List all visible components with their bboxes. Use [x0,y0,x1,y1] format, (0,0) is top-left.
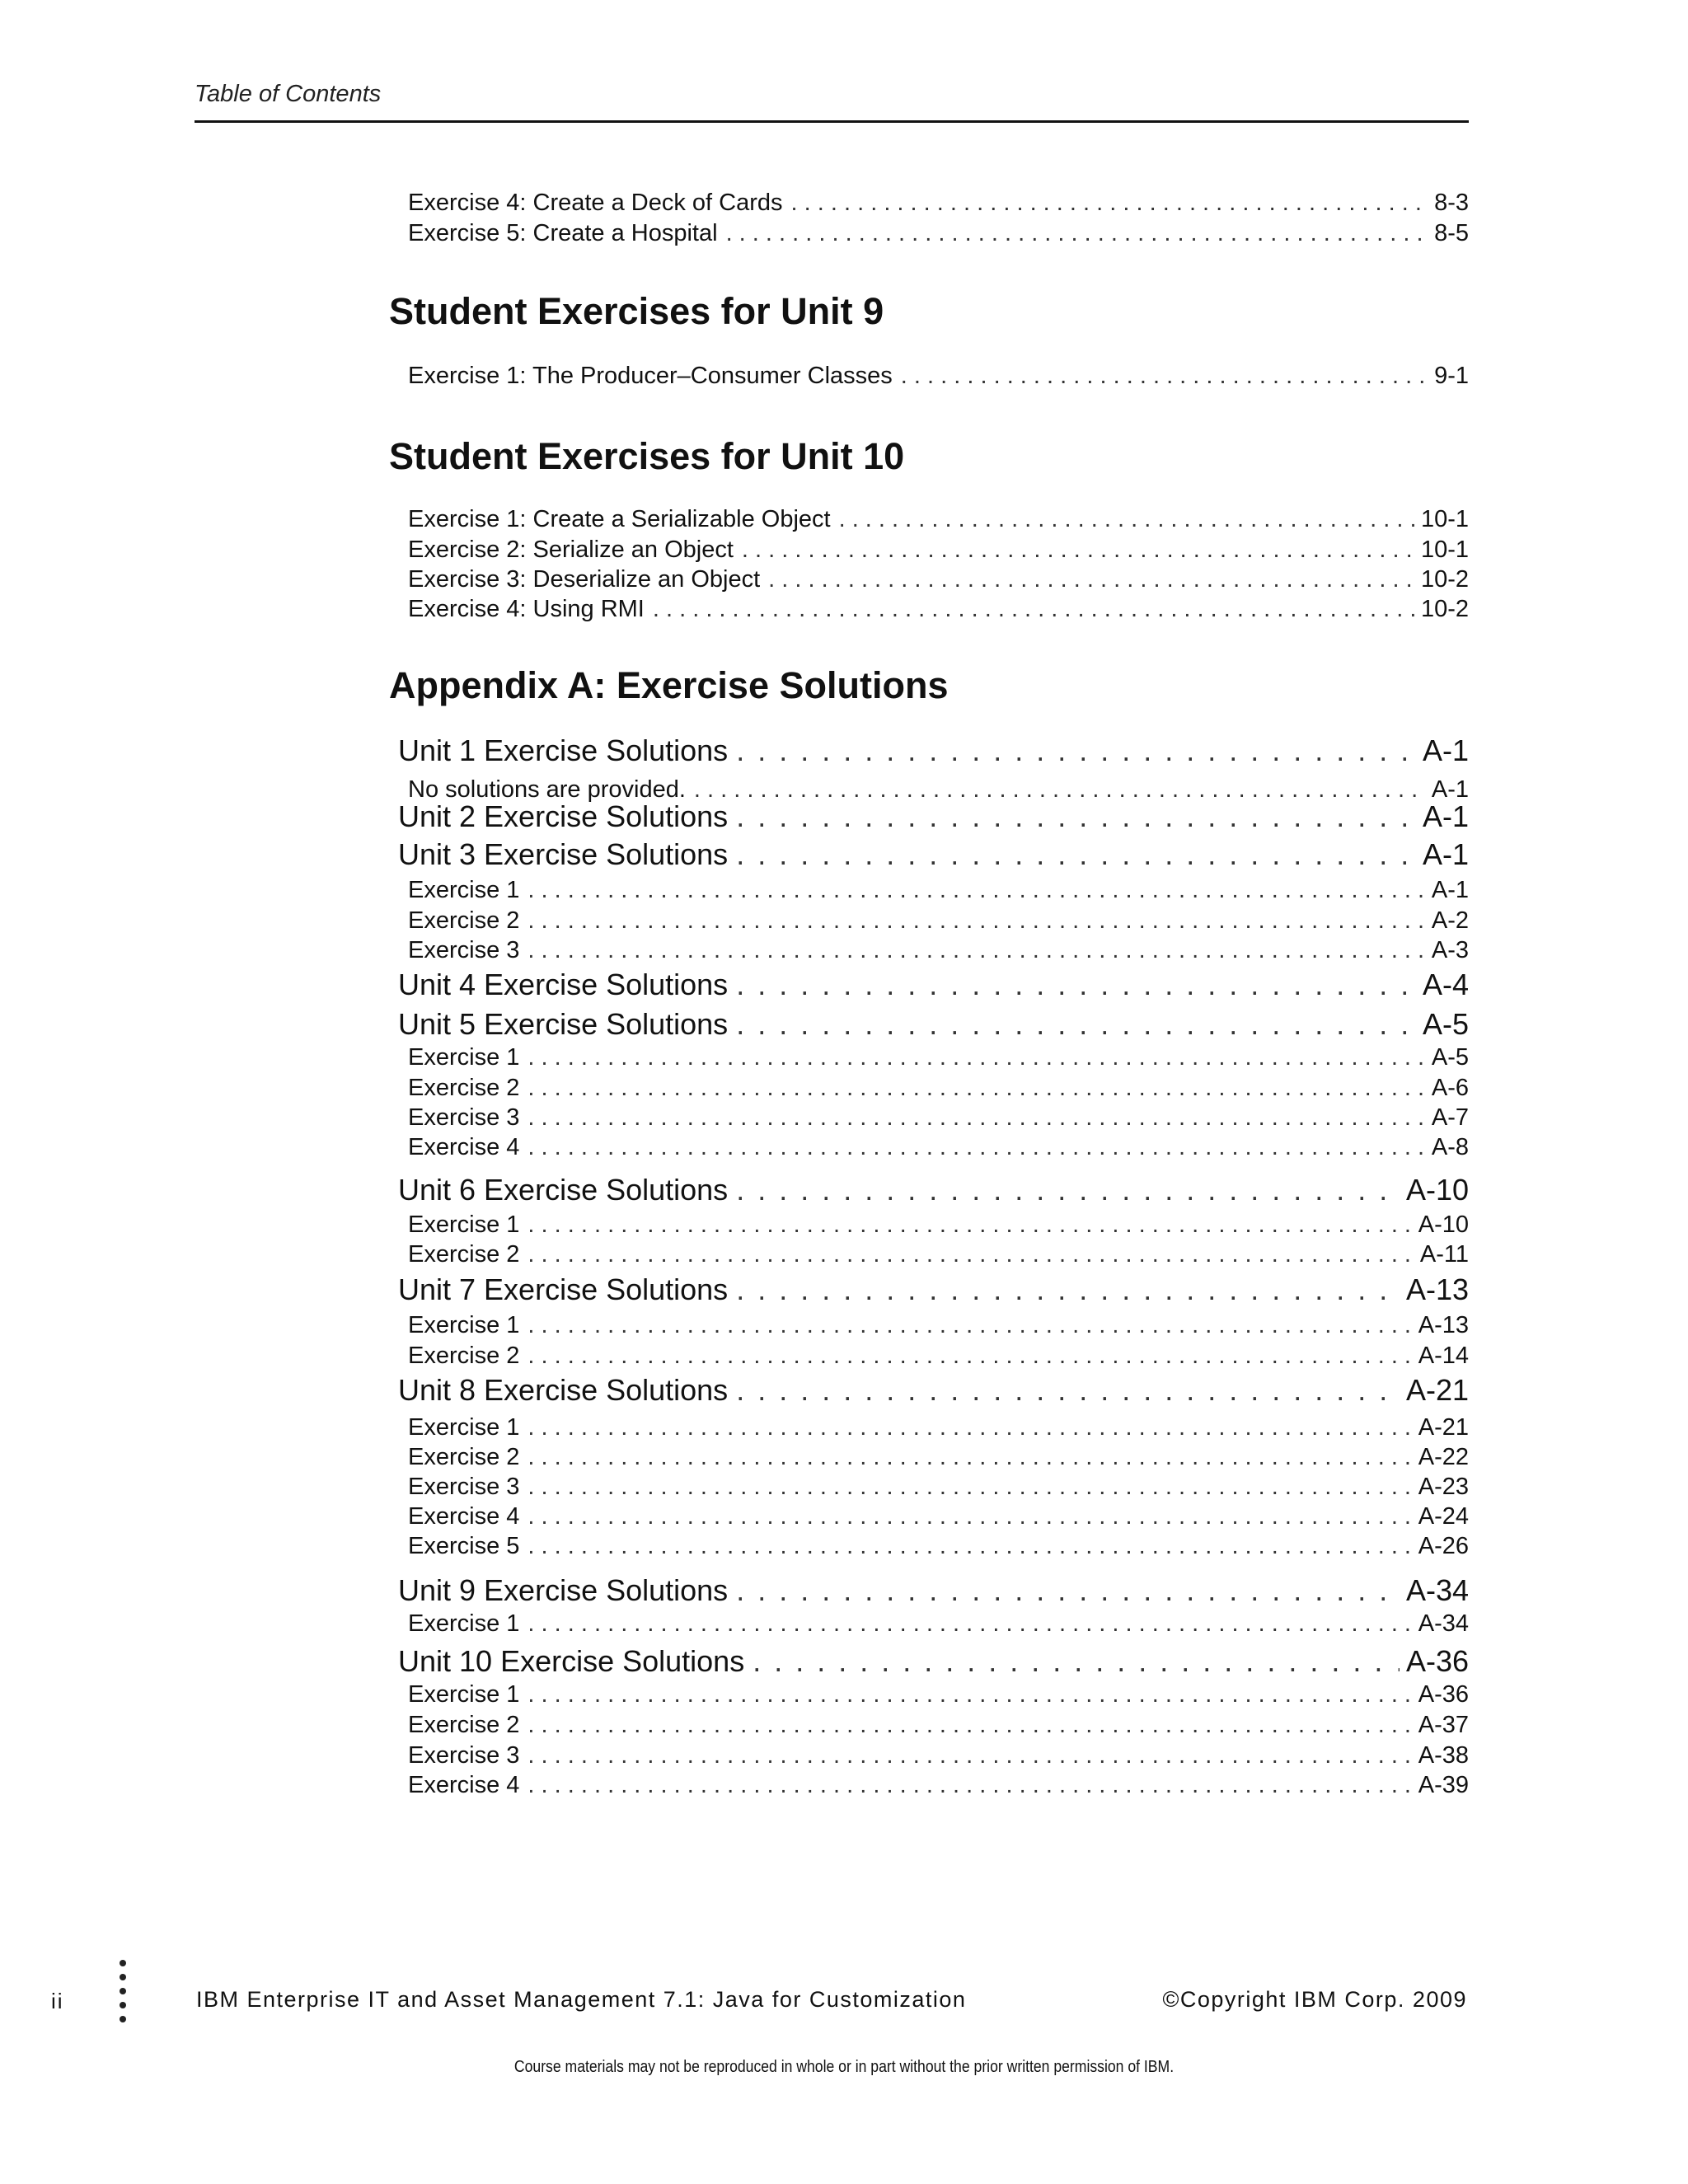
toc-entry-page: A-26 [1418,1533,1469,1559]
toc-entry-page: A-5 [1431,1044,1469,1071]
footer-dots-ornament [120,1960,128,2030]
dot-leader [726,218,1428,248]
toc-exercise-entry[interactable] [408,875,1469,905]
dot-leader [528,1680,1411,1709]
toc-entry-title: Exercise 4 [408,1503,520,1530]
toc-entry-title: Unit 5 Exercise Solutions [398,1007,729,1041]
dot-leader [736,966,1416,1004]
dot-leader [736,1005,1416,1043]
toc-exercise-entry[interactable] [408,935,1469,965]
dot-leader [528,1132,1424,1162]
toc-entry-page: A-22 [1418,1444,1469,1470]
dot-leader [528,1310,1411,1340]
toc-exercise-entry[interactable] [408,535,1469,565]
toc-entry-page: A-21 [1418,1414,1469,1441]
dot-leader [791,188,1428,218]
toc-entry-title: Exercise 2 [408,1241,520,1268]
toc-entry-page: A-4 [1422,968,1469,1001]
dot-leader [528,1710,1411,1740]
dot-leader [528,1741,1411,1770]
dot-leader [736,836,1416,874]
dot-leader [653,594,1414,624]
toc-entry-title: Exercise 3 [408,1104,520,1131]
toc-exercise-entry[interactable] [408,1472,1469,1502]
toc-unit-entry[interactable] [398,1371,1469,1409]
toc-exercise-entry[interactable] [408,361,1469,391]
toc-exercise-entry[interactable] [408,1073,1469,1103]
toc-entry-title: Unit 1 Exercise Solutions [398,733,729,767]
toc-entry-page: 10-2 [1420,596,1469,622]
toc-exercise-entry[interactable] [408,1741,1469,1770]
toc-unit-entry[interactable] [398,1572,1469,1610]
dot-leader [736,798,1416,836]
toc-unit-entry[interactable] [398,966,1469,1004]
toc-entry-title: Exercise 5: Create a Hospital [408,220,718,246]
dot-leader [768,565,1414,594]
toc-unit-entry[interactable] [398,798,1469,836]
dot-leader [753,1643,1400,1680]
toc-entry-title: Exercise 1 [408,1414,520,1441]
toc-entry-title: Unit 6 Exercise Solutions [398,1173,729,1207]
toc-entry-page: A-2 [1431,907,1469,934]
toc-entry-page: A-21 [1405,1373,1469,1407]
toc-exercise-entry[interactable] [408,1680,1469,1709]
toc-entry-page: A-14 [1418,1343,1469,1369]
dot-leader [528,1073,1424,1103]
dot-leader [528,1609,1411,1638]
dot-leader [736,732,1416,770]
toc-entry-page: A-36 [1405,1644,1469,1678]
toc-entry-title: Exercise 1 [408,1312,520,1338]
toc-exercise-entry[interactable] [408,1531,1469,1561]
toc-entry-title: Exercise 1 [408,1610,520,1637]
toc-unit-entry[interactable] [398,732,1469,770]
toc-entry-title: Exercise 2 [408,1075,520,1101]
toc-entry-page: A-7 [1431,1104,1469,1131]
toc-entry-page: A-38 [1418,1742,1469,1769]
toc-unit-entry[interactable] [398,1271,1469,1309]
toc-entry-page: 8-5 [1434,220,1469,246]
toc-entry-title: No solutions are provided. [408,776,686,803]
dot-leader [901,361,1428,391]
dot-leader [528,1472,1411,1502]
toc-entry-title: Exercise 4 [408,1134,520,1160]
toc-entry-title: Exercise 5 [408,1533,520,1559]
toc-entry-page: A-5 [1422,1007,1469,1041]
toc-exercise-entry[interactable] [408,1132,1469,1162]
toc-entry-page: 8-3 [1434,190,1469,216]
dot-leader [736,1572,1400,1610]
toc-exercise-entry[interactable] [408,1310,1469,1340]
toc-exercise-entry[interactable] [408,218,1469,248]
dot-leader [528,1210,1411,1240]
toc-exercise-entry[interactable] [408,1240,1469,1269]
toc-entry-title: Exercise 2 [408,1343,520,1369]
toc-entry-title: Exercise 3: Deserialize an Object [408,566,761,593]
toc-exercise-entry[interactable] [408,1103,1469,1132]
toc-entry-title: Exercise 1: Create a Serializable Object [408,506,831,532]
toc-exercise-entry[interactable] [408,1442,1469,1472]
toc-exercise-entry[interactable] [408,1710,1469,1740]
toc-entry-title: Exercise 1 [408,1044,520,1071]
toc-entry-title: Exercise 3 [408,1474,520,1500]
toc-exercise-entry[interactable] [408,504,1469,534]
dot-leader [528,1240,1414,1269]
toc-entry-page: 10-1 [1420,506,1469,532]
toc-entry-page: A-24 [1418,1503,1469,1530]
footer-copyright: ©Copyright IBM Corp. 2009 [1162,1987,1467,2012]
toc-entry-page: 10-1 [1420,537,1469,563]
dot-leader [736,1371,1400,1409]
toc-exercise-entry[interactable] [408,906,1469,935]
dot-leader [736,1271,1400,1309]
toc-entry-page: 9-1 [1434,363,1469,389]
dot-leader [736,1171,1400,1209]
section-title: Appendix A: Exercise Solutions [389,664,949,706]
toc-entry-page: A-1 [1422,837,1469,871]
toc-exercise-entry[interactable] [408,1210,1469,1240]
toc-entry-title: Unit 3 Exercise Solutions [398,837,729,871]
toc-entry-page: A-1 [1422,733,1469,767]
dot-leader [528,1502,1411,1531]
toc-entry-title: Exercise 1: The Producer–Consumer Classes [408,363,893,389]
toc-exercise-entry[interactable] [408,1413,1469,1442]
footer-notice: Course materials may not be reproduced in whole or in part without the prior written permission of IBM. [513,2058,1175,2076]
toc-entry-page: A-10 [1405,1173,1469,1207]
toc-entry-page: A-1 [1431,776,1469,803]
toc-exercise-entry[interactable] [408,188,1469,218]
toc-entry-page: A-37 [1418,1712,1469,1738]
toc-entry-page: A-34 [1405,1573,1469,1607]
dot-leader [839,504,1414,534]
dot-leader [528,1770,1411,1800]
toc-entry-title: Exercise 4 [408,1772,520,1798]
toc-entry-page: A-8 [1431,1134,1469,1160]
toc-entry-title: Unit 4 Exercise Solutions [398,968,729,1001]
toc-entry-page: A-13 [1405,1272,1469,1306]
dot-leader [528,1043,1424,1072]
toc-entry-page: A-34 [1418,1610,1469,1637]
running-head: Table of Contents [195,81,382,107]
dot-leader [528,1442,1411,1472]
toc-unit-entry[interactable] [398,1643,1469,1680]
section-title: Student Exercises for Unit 9 [389,290,884,332]
toc-entry-title: Unit 9 Exercise Solutions [398,1573,729,1607]
toc-entry-page: A-13 [1418,1312,1469,1338]
footer-course-title: IBM Enterprise IT and Asset Management 7.1: Java for Customization [196,1987,967,2012]
toc-entry-title: Exercise 2 [408,1444,520,1470]
toc-exercise-entry[interactable] [408,1609,1469,1638]
toc-entry-title: Unit 7 Exercise Solutions [398,1272,729,1306]
toc-entry-page: A-3 [1431,937,1469,963]
toc-exercise-entry[interactable] [408,565,1469,594]
dot-leader [528,1103,1424,1132]
toc-entry-page: 10-2 [1420,566,1469,593]
toc-entry-page: A-10 [1418,1212,1469,1238]
toc-entry-page: A-1 [1431,877,1469,903]
toc-entry-page: A-23 [1418,1474,1469,1500]
toc-unit-entry[interactable] [398,836,1469,874]
toc-entry-page: A-6 [1431,1075,1469,1101]
dot-leader [528,875,1424,905]
dot-leader [528,935,1424,965]
toc-entry-page: A-1 [1422,799,1469,833]
dot-leader [528,1341,1411,1371]
toc-entry-title: Unit 10 Exercise Solutions [398,1644,745,1678]
toc-unit-entry[interactable] [398,1005,1469,1043]
toc-entry-page: A-11 [1419,1241,1469,1268]
toc-exercise-entry[interactable] [408,1502,1469,1531]
toc-entry-title: Unit 8 Exercise Solutions [398,1373,729,1407]
page-number: ii [51,1989,64,2013]
dot-leader [528,1531,1411,1561]
toc-entry-title: Exercise 3 [408,1742,520,1769]
toc-entry-title: Exercise 2 [408,1712,520,1738]
dot-leader [528,1413,1411,1442]
toc-exercise-entry[interactable] [408,594,1469,624]
toc-entry-title: Exercise 4: Create a Deck of Cards [408,190,783,216]
toc-exercise-entry[interactable] [408,1341,1469,1371]
toc-unit-entry[interactable] [398,1171,1469,1209]
toc-entry-title: Exercise 3 [408,937,520,963]
toc-entry-title: Exercise 1 [408,1681,520,1708]
toc-entry-title: Exercise 2 [408,907,520,934]
section-title: Student Exercises for Unit 10 [389,435,905,477]
toc-entry-title: Unit 2 Exercise Solutions [398,799,729,833]
dot-leader [528,906,1424,935]
toc-exercise-entry[interactable] [408,1770,1469,1800]
header-rule [195,120,1469,123]
toc-entry-page: A-39 [1418,1772,1469,1798]
toc-entry-title: Exercise 4: Using RMI [408,596,645,622]
toc-entry-title: Exercise 2: Serialize an Object [408,537,734,563]
toc-entry-page: A-36 [1418,1681,1469,1708]
dot-leader [742,535,1414,565]
toc-exercise-entry[interactable] [408,1043,1469,1072]
toc-entry-title: Exercise 1 [408,1212,520,1238]
toc-entry-title: Exercise 1 [408,877,520,903]
